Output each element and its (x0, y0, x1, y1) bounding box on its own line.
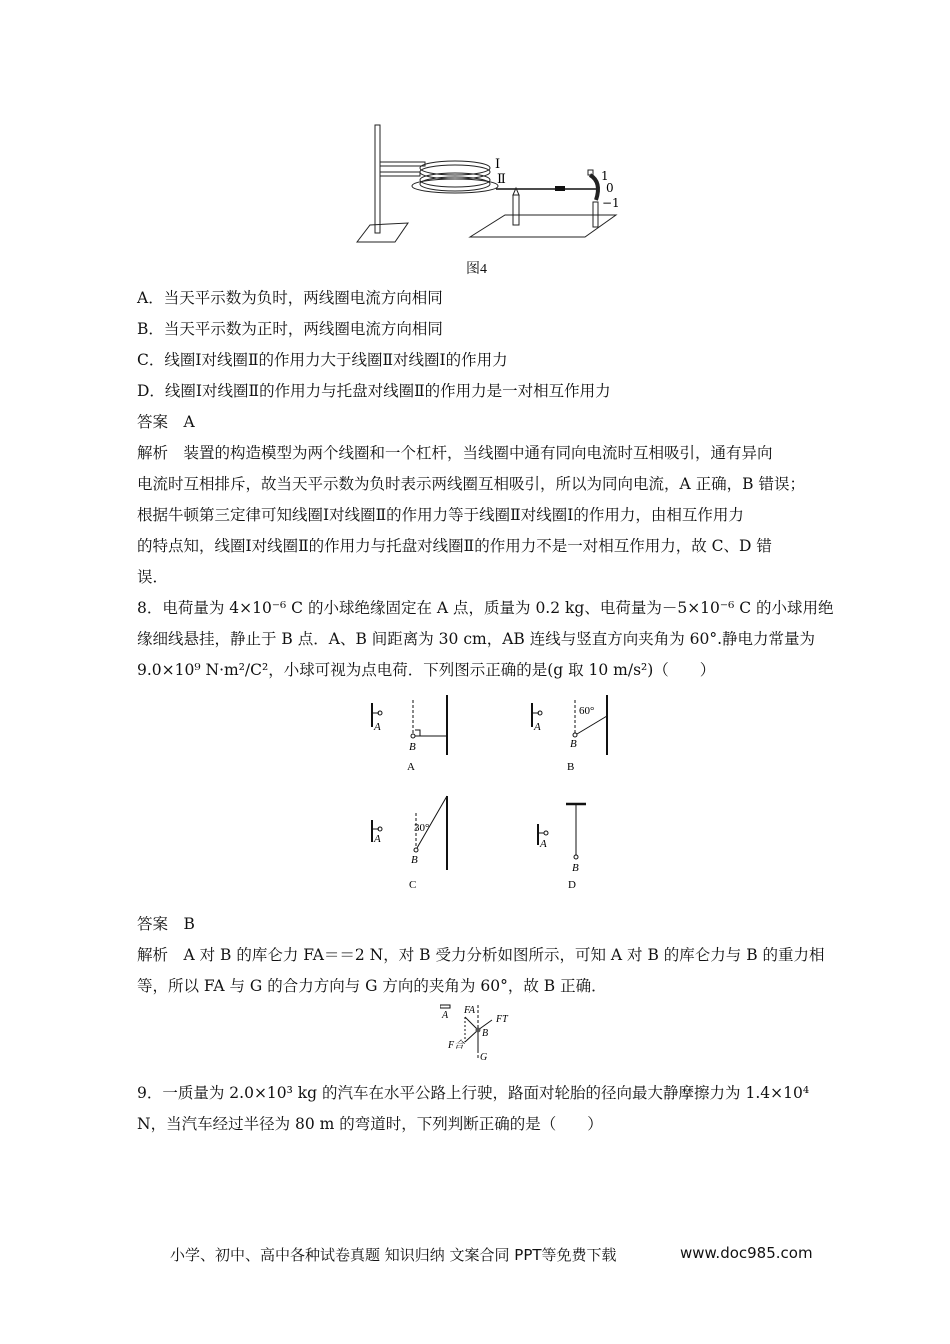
q9-stem-line: N，当汽车经过半径为 80 m 的弯道时，下列判断正确的是（ ） (137, 1115, 603, 1133)
option-d: D．线圈Ⅰ对线圈Ⅱ的作用力与托盘对线圈Ⅱ的作用力是一对相互作用力 (137, 382, 611, 400)
footer-text: 小学、初中、高中各种试卷真题 知识归纳 文案合同 PPT等免费下载 (170, 1246, 617, 1264)
point-a-label: A (442, 1010, 449, 1021)
q7-analysis-line: 根据牛顿第三定律可知线圈Ⅰ对线圈Ⅱ的作用力等于线圈Ⅱ对线圈Ⅰ的作用力，由相互作用力 (137, 506, 744, 524)
scale-neg1: −1 (602, 196, 620, 210)
figure-4-caption: 图4 (466, 262, 487, 277)
q8-stem-line: 8．电荷量为 4×10⁻⁶ C 的小球绝缘固定在 A 点，质量为 0.2 kg、电荷量为－5×10⁻⁶ C 的小球用绝 (137, 599, 834, 617)
q8-stem-line: 缘细线悬挂，静止于 B 点．A、B 间距离为 30 cm，AB 连线与竖直方向夹角为 60°.静电力常量为 (137, 630, 816, 648)
angle-30-label: 30° (414, 822, 430, 834)
q7-analysis-line: 解析 装置的构造模型为两个线圈和一个杠杆，当线圈中通有同向电流时互相吸引，通有异向 (137, 444, 773, 462)
point-b-label: B (572, 862, 579, 874)
force-diagram (440, 1000, 550, 1062)
q7-answer: 答案 A (137, 413, 195, 431)
q8-stem-line: 9.0×10⁹ N·m²/C²，小球可视为点电荷．下列图示正确的是(g 取 10 m/s²)（ ） (137, 661, 716, 679)
option-d-figure-label: D (568, 879, 576, 891)
q9-stem-line: 9．一质量为 2.0×10³ kg 的汽车在水平公路上行驶，路面对轮胎的径向最大静摩擦力为 1.4×10⁴ (137, 1084, 810, 1102)
q7-analysis-line: 电流时互相排斥，故当天平示数为负时表示两线圈互相吸引，所以为同向电流，A 正确，B 错误； (137, 475, 805, 493)
label-coil-2: Ⅱ (497, 172, 506, 187)
footer-url[interactable]: www.doc985.com (680, 1244, 813, 1262)
point-a-label: A (374, 721, 381, 733)
q7-analysis-line: 误． (137, 568, 169, 586)
point-b-label: B (411, 854, 418, 866)
q8-answer: 答案 B (137, 915, 195, 933)
force-g-label: G (480, 1052, 488, 1062)
q7-analysis-line: 的特点知，线圈Ⅰ对线圈Ⅱ的作用力与托盘对线圈Ⅱ的作用力不是一对相互作用力，故 C、D 错 (137, 537, 772, 555)
scale-1: 1 (601, 169, 609, 183)
option-c: C．线圈Ⅰ对线圈Ⅱ的作用力大于线圈Ⅱ对线圈Ⅰ的作用力 (137, 351, 508, 369)
point-a-label: A (540, 838, 547, 850)
force-ft-label: FT (496, 1014, 508, 1025)
point-b-label: B (570, 738, 577, 750)
angle-60-label: 60° (579, 705, 595, 717)
option-c-figure-label: C (409, 879, 417, 891)
q8-analysis-line: 解析 A 对 B 的库仑力 FA＝＝2 N，对 B 受力分析如图所示，可知 A 对 B 的库仑力与 B 的重力相 (137, 946, 825, 964)
option-b: B．当天平示数为正时，两线圈电流方向相同 (137, 320, 443, 338)
point-a-label: A (534, 721, 541, 733)
point-a-label: A (374, 833, 381, 845)
q8-option-figures (350, 695, 630, 895)
option-a-figure-label: A (407, 761, 415, 773)
option-b-figure-label: B (567, 761, 575, 773)
label-coil-1: Ⅰ (495, 157, 501, 172)
scale-0: 0 (606, 181, 614, 195)
point-b-label: B (409, 741, 416, 753)
figure-4-coil-balance (350, 120, 630, 250)
point-b-label: B (482, 1028, 489, 1039)
force-resultant-label: F合 (448, 1040, 465, 1051)
force-fa-label: FA (464, 1005, 475, 1016)
q8-analysis-line: 等，所以 FA 与 G 的合力方向与 G 方向的夹角为 60°，故 B 正确． (137, 977, 607, 995)
option-a: A．当天平示数为负时，两线圈电流方向相同 (137, 289, 443, 307)
